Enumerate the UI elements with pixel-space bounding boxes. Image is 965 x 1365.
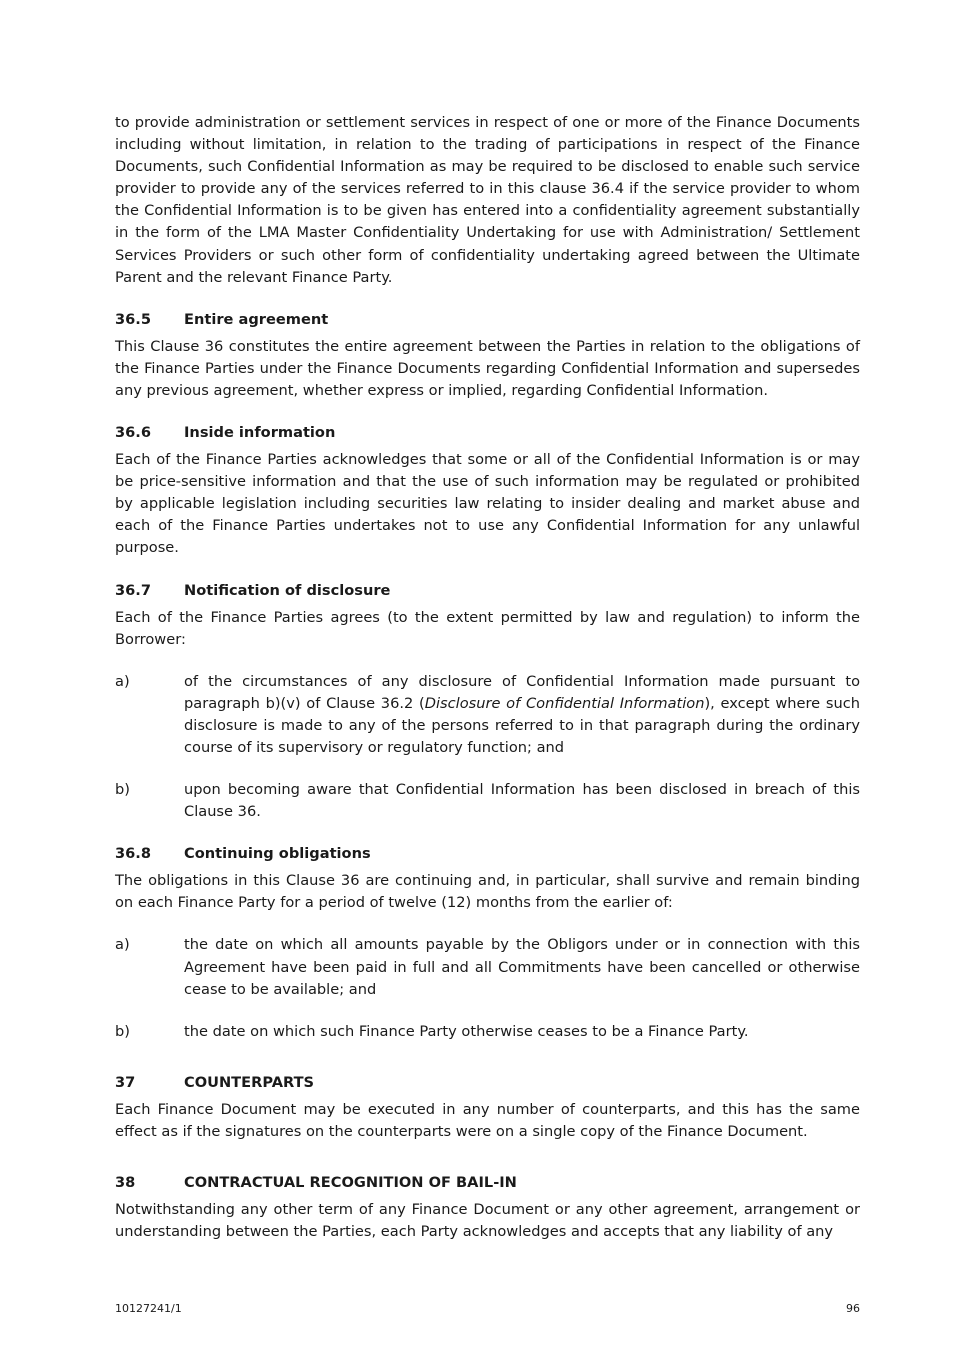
heading-36-7 <box>115 580 860 602</box>
continuing-obligations-paragraph: The obligations in this Clause 36 are continuing and, in particular, shall survive and remain binding on each Finance Party for a period of twelve (12) months from the earlier of: <box>115 872 860 912</box>
heading-number: 37 <box>115 1073 136 1091</box>
heading-number: 36.5 <box>115 310 152 328</box>
cross-reference-title: Disclosure of Confidential Information <box>424 694 705 712</box>
heading-title: Notification of disclosure <box>184 581 391 599</box>
list-item-text: the date on which all amounts payable by the Obligors under or in connection with this Agreement have been paid in full and all Commitments have been cancelled or otherwise cease to be available; and <box>184 936 860 998</box>
list-item <box>115 1021 860 1043</box>
heading-title: Entire agreement <box>184 310 329 328</box>
heading-title: Continuing obligations <box>184 845 371 863</box>
list-item <box>115 779 860 823</box>
heading-36-8 <box>115 843 860 865</box>
list-item <box>115 671 860 759</box>
heading-number: 36.6 <box>115 424 152 442</box>
bail-in-paragraph: Notwithstanding any other term of any Finance Document or any other agreement, arrangement or understanding between the Parties, each Party acknowledges and accepts that any liability of any <box>115 1201 860 1241</box>
page-number: 96 <box>846 1302 860 1315</box>
list-label: a) <box>115 672 130 690</box>
heading-title: Inside information <box>184 424 336 442</box>
list-item-text: the date on which such Finance Party otherwise ceases to be a Finance Party. <box>184 1022 749 1040</box>
heading-36-6 <box>115 422 860 444</box>
notification-paragraph: Each of the Finance Parties agrees (to the extent permitted by law and regulation) to inform the Borrower: <box>115 608 860 648</box>
heading-number: 38 <box>115 1174 136 1191</box>
intro-paragraph: to provide administration or settlement services in respect of one or more of the Finance Documents including without limitation, in relation to the trading of participations in respect of the Finance Documents, such Confidential Information as may be required to be disclosed to enable such service provider to provide any of the services referred to in this clause 36.4 if the service provider to whom the Confidential Information is to be given has entered into a confidentiality agreement substantially in the form of the LMA Master Confidentiality Undertaking for use with Administration/ Settlement Services Providers or such other form of confidentiality undertaking agreed between the Ultimate Parent and the relevant Finance Party. <box>115 114 860 286</box>
list-label: b) <box>115 781 130 799</box>
heading-number: 36.7 <box>115 581 152 599</box>
document-page <box>115 112 860 1243</box>
heading-number: 36.8 <box>115 845 152 863</box>
document-reference: 10127241/1 <box>115 1302 182 1315</box>
heading-37 <box>115 1072 860 1094</box>
heading-title: CONTRACTUAL RECOGNITION OF BAIL-IN <box>184 1174 517 1191</box>
heading-38 <box>115 1172 860 1194</box>
list-item-text: of the circumstances of any disclosure of Confidential Information made pursuant to paragraph b)(v) of Clause 36.2 (Disclosure of Confidential Information), except where such disclosure is made to any of the persons referred to in that paragraph during the ordinary course of its supervisory or regulatory function; and <box>184 672 860 756</box>
heading-36-5 <box>115 309 860 331</box>
entire-agreement-paragraph: This Clause 36 constitutes the entire agreement between the Parties in relation to the obligations of the Finance Parties under the Finance Documents regarding Confidential Information and supersedes any previous agreement, whether express or implied, regarding Confidential Information. <box>115 337 860 399</box>
list-label: a) <box>115 936 130 954</box>
page-footer <box>115 1302 860 1315</box>
counterparts-paragraph: Each Finance Document may be executed in any number of counterparts, and this has the same effect as if the signatures on the counterparts were on a single copy of the Finance Document. <box>115 1100 860 1140</box>
list-item-text: upon becoming aware that Confidential Information has been disclosed in breach of this Clause 36. <box>184 781 860 821</box>
heading-title: COUNTERPARTS <box>184 1073 315 1091</box>
list-item <box>115 934 860 1000</box>
list-label: b) <box>115 1022 130 1040</box>
inside-information-paragraph: Each of the Finance Parties acknowledges that some or all of the Confidential Information is or may be price-sensitive information and that the use of such information may be regulated or prohibited by applicable legislation including securities law relating to insider dealing and market abuse and each of the Finance Parties undertakes not to use any Confidential Information for any unlawful purpose. <box>115 451 860 557</box>
